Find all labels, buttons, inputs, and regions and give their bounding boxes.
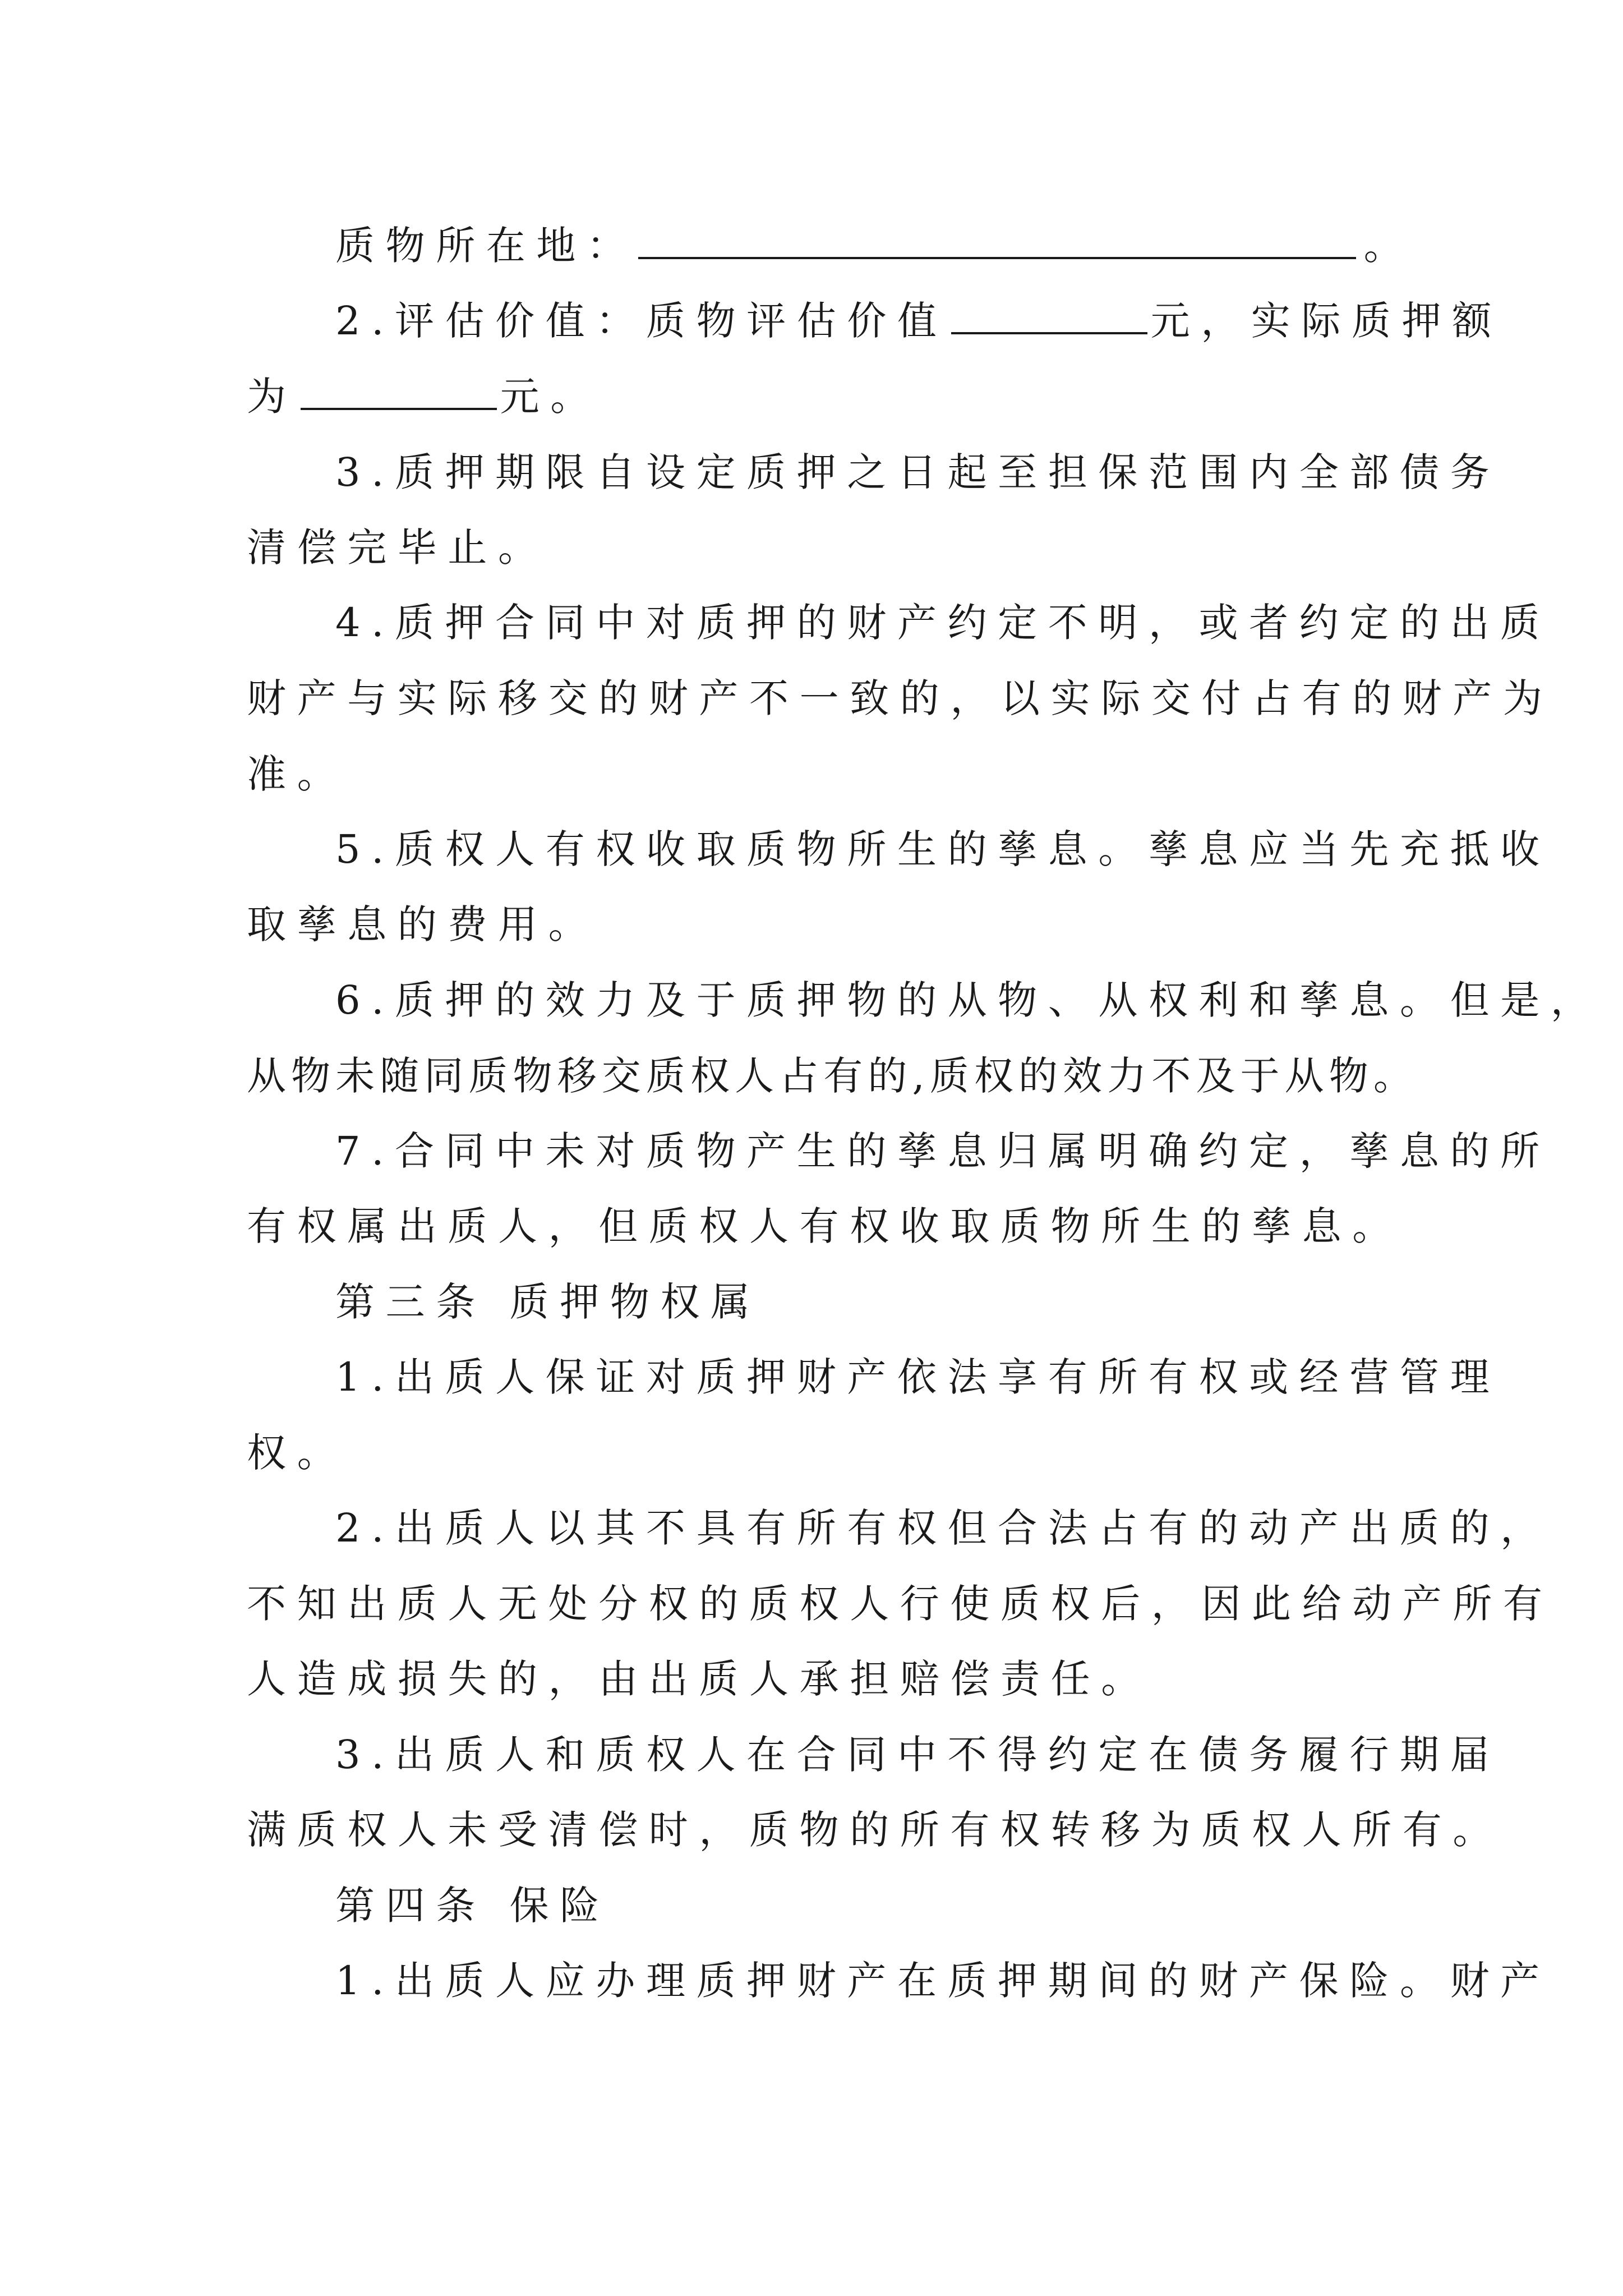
article4-heading: 第四条 保险 [335, 1883, 610, 1929]
item2-line1 [335, 287, 1502, 355]
article3-p2-line1: 2.出质人以其不具有所有权但合法占有的动产出质的， [335, 1505, 1551, 1551]
item5-line2: 取孳息的费用。 [247, 901, 599, 947]
article3-p2-line3: 人造成损失的，由出质人承担赔偿责任。 [247, 1656, 1151, 1702]
article3-p3-line2: 满质权人未受清偿时，质物的所有权转移为质权人所有。 [247, 1807, 1503, 1853]
appraised-value-blank[interactable] [951, 293, 1147, 334]
item4-line3: 准。 [247, 751, 348, 797]
pledge-amount-blank[interactable] [301, 369, 497, 410]
item7-line1: 7.合同中未对质物产生的孳息归属明确约定，孳息的所 [335, 1128, 1551, 1174]
item7-line2: 有权属出质人，但质权人有权收取质物所生的孳息。 [247, 1203, 1403, 1249]
item4-line2: 财产与实际移交的财产不一致的，以实际交付占有的财产为 [247, 675, 1553, 721]
location-line [335, 212, 1414, 279]
item6-line2: 从物未随同质物移交质权人占有的,质权的效力不及于从物。 [247, 1053, 1418, 1099]
item5-line1: 5.质权人有权收取质物所生的孳息。孳息应当先充抵收 [335, 826, 1551, 872]
item2-text-a: 2.评估价值：质物评估价值 [335, 298, 948, 344]
item2-text-c: 为 [247, 374, 297, 420]
location-label: 质物所在地： [335, 223, 637, 269]
item2-text-d: 元。 [500, 374, 601, 420]
item3-line2: 清偿完毕止。 [247, 524, 548, 570]
item6-line1: 6.质押的效力及于质押物的从物、从权利和孳息。但是， [335, 977, 1601, 1023]
item4-line1: 4.质押合同中对质押的财产约定不明，或者约定的出质 [335, 600, 1551, 646]
item2-line2 [247, 363, 601, 430]
article3-heading: 第三条 质押物权属 [335, 1279, 761, 1325]
item2-text-b: 元，实际质押额 [1150, 298, 1502, 344]
location-end: 。 [1363, 223, 1414, 269]
article4-p1-line1: 1.出质人应办理质押财产在质押期间的财产保险。财产 [335, 1958, 1551, 2004]
article3-p1-line1: 1.出质人保证对质押财产依法享有所有权或经营管理 [335, 1354, 1501, 1400]
article3-p3-line1: 3.出质人和质权人在合同中不得约定在债务履行期届 [335, 1732, 1501, 1778]
article3-p2-line2: 不知出质人无处分权的质权人行使质权后，因此给动产所有 [247, 1581, 1553, 1627]
item3-line1: 3.质押期限自设定质押之日起至担保范围内全部债务 [335, 449, 1501, 495]
location-blank[interactable] [638, 218, 1356, 259]
article3-p1-line2: 权。 [247, 1430, 348, 1476]
